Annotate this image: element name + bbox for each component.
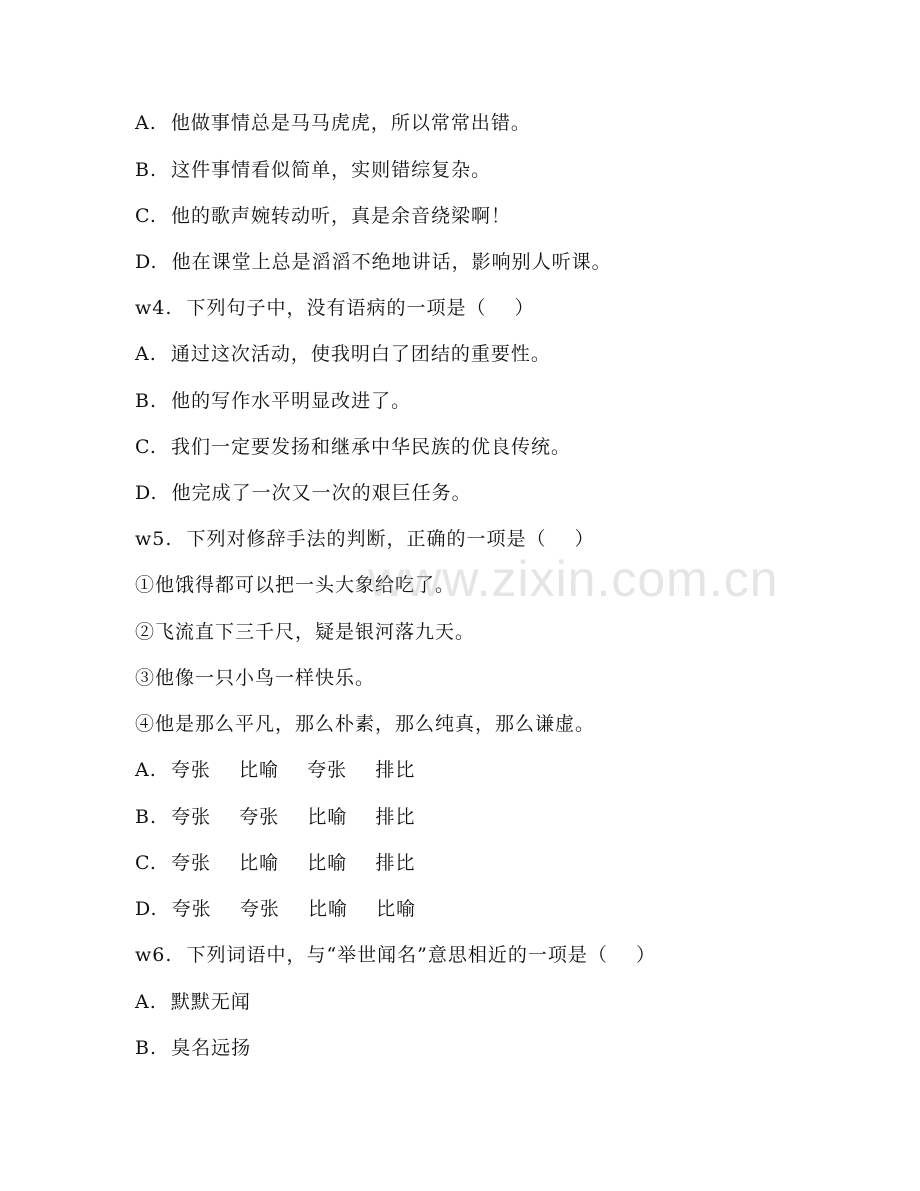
watermark: www.zixin.com.cn xyxy=(368,551,779,607)
option-line: B. 他的写作水平明显改进了。 xyxy=(135,390,412,412)
option-line: B. 夸张 夸张 比喻 排比 xyxy=(135,806,416,828)
option-line: D. 他在课堂上总是滔滔不绝地讲话，影响别人听课。 xyxy=(135,251,612,273)
option-line: C. 我们一定要发扬和继承中华民族的优良传统。 xyxy=(135,436,571,458)
example-line: ③他像一只小鸟一样快乐。 xyxy=(135,667,376,689)
option-line: D. 他完成了一次又一次的艰巨任务。 xyxy=(135,482,472,504)
option-line: A. 夸张 比喻 夸张 排比 xyxy=(135,759,416,781)
example-line: ①他饿得都可以把一头大象给吃了。 xyxy=(135,574,456,596)
question-line: w6. 下列词语中，与“举世闻名”意思相近的一项是（ ） xyxy=(135,944,657,966)
example-line: ②飞流直下三千尺，疑是银河落九天。 xyxy=(135,621,476,643)
option-line: D. 夸张 夸张 比喻 比喻 xyxy=(135,898,417,920)
option-line: B. 臭名远扬 xyxy=(135,1037,252,1059)
option-line: B. 这件事情看似简单，实则错综复杂。 xyxy=(135,159,492,181)
option-line: A. 他做事情总是马马虎虎，所以常常出错。 xyxy=(135,112,531,134)
option-line: A. 默默无闻 xyxy=(135,991,251,1013)
question-line: w5. 下列对修辞手法的判断，正确的一项是（ ） xyxy=(135,528,595,550)
example-line: ④他是那么平凡，那么朴素，那么纯真，那么谦虚。 xyxy=(135,713,596,735)
option-line: A. 通过这次活动，使我明白了团结的重要性。 xyxy=(135,343,551,365)
option-line: C. 他的歌声婉转动听，真是余音绕梁啊！ xyxy=(135,205,511,227)
option-line: C. 夸张 比喻 比喻 排比 xyxy=(135,852,416,874)
question-line: w4. 下列句子中，没有语病的一项是（ ） xyxy=(135,297,535,319)
